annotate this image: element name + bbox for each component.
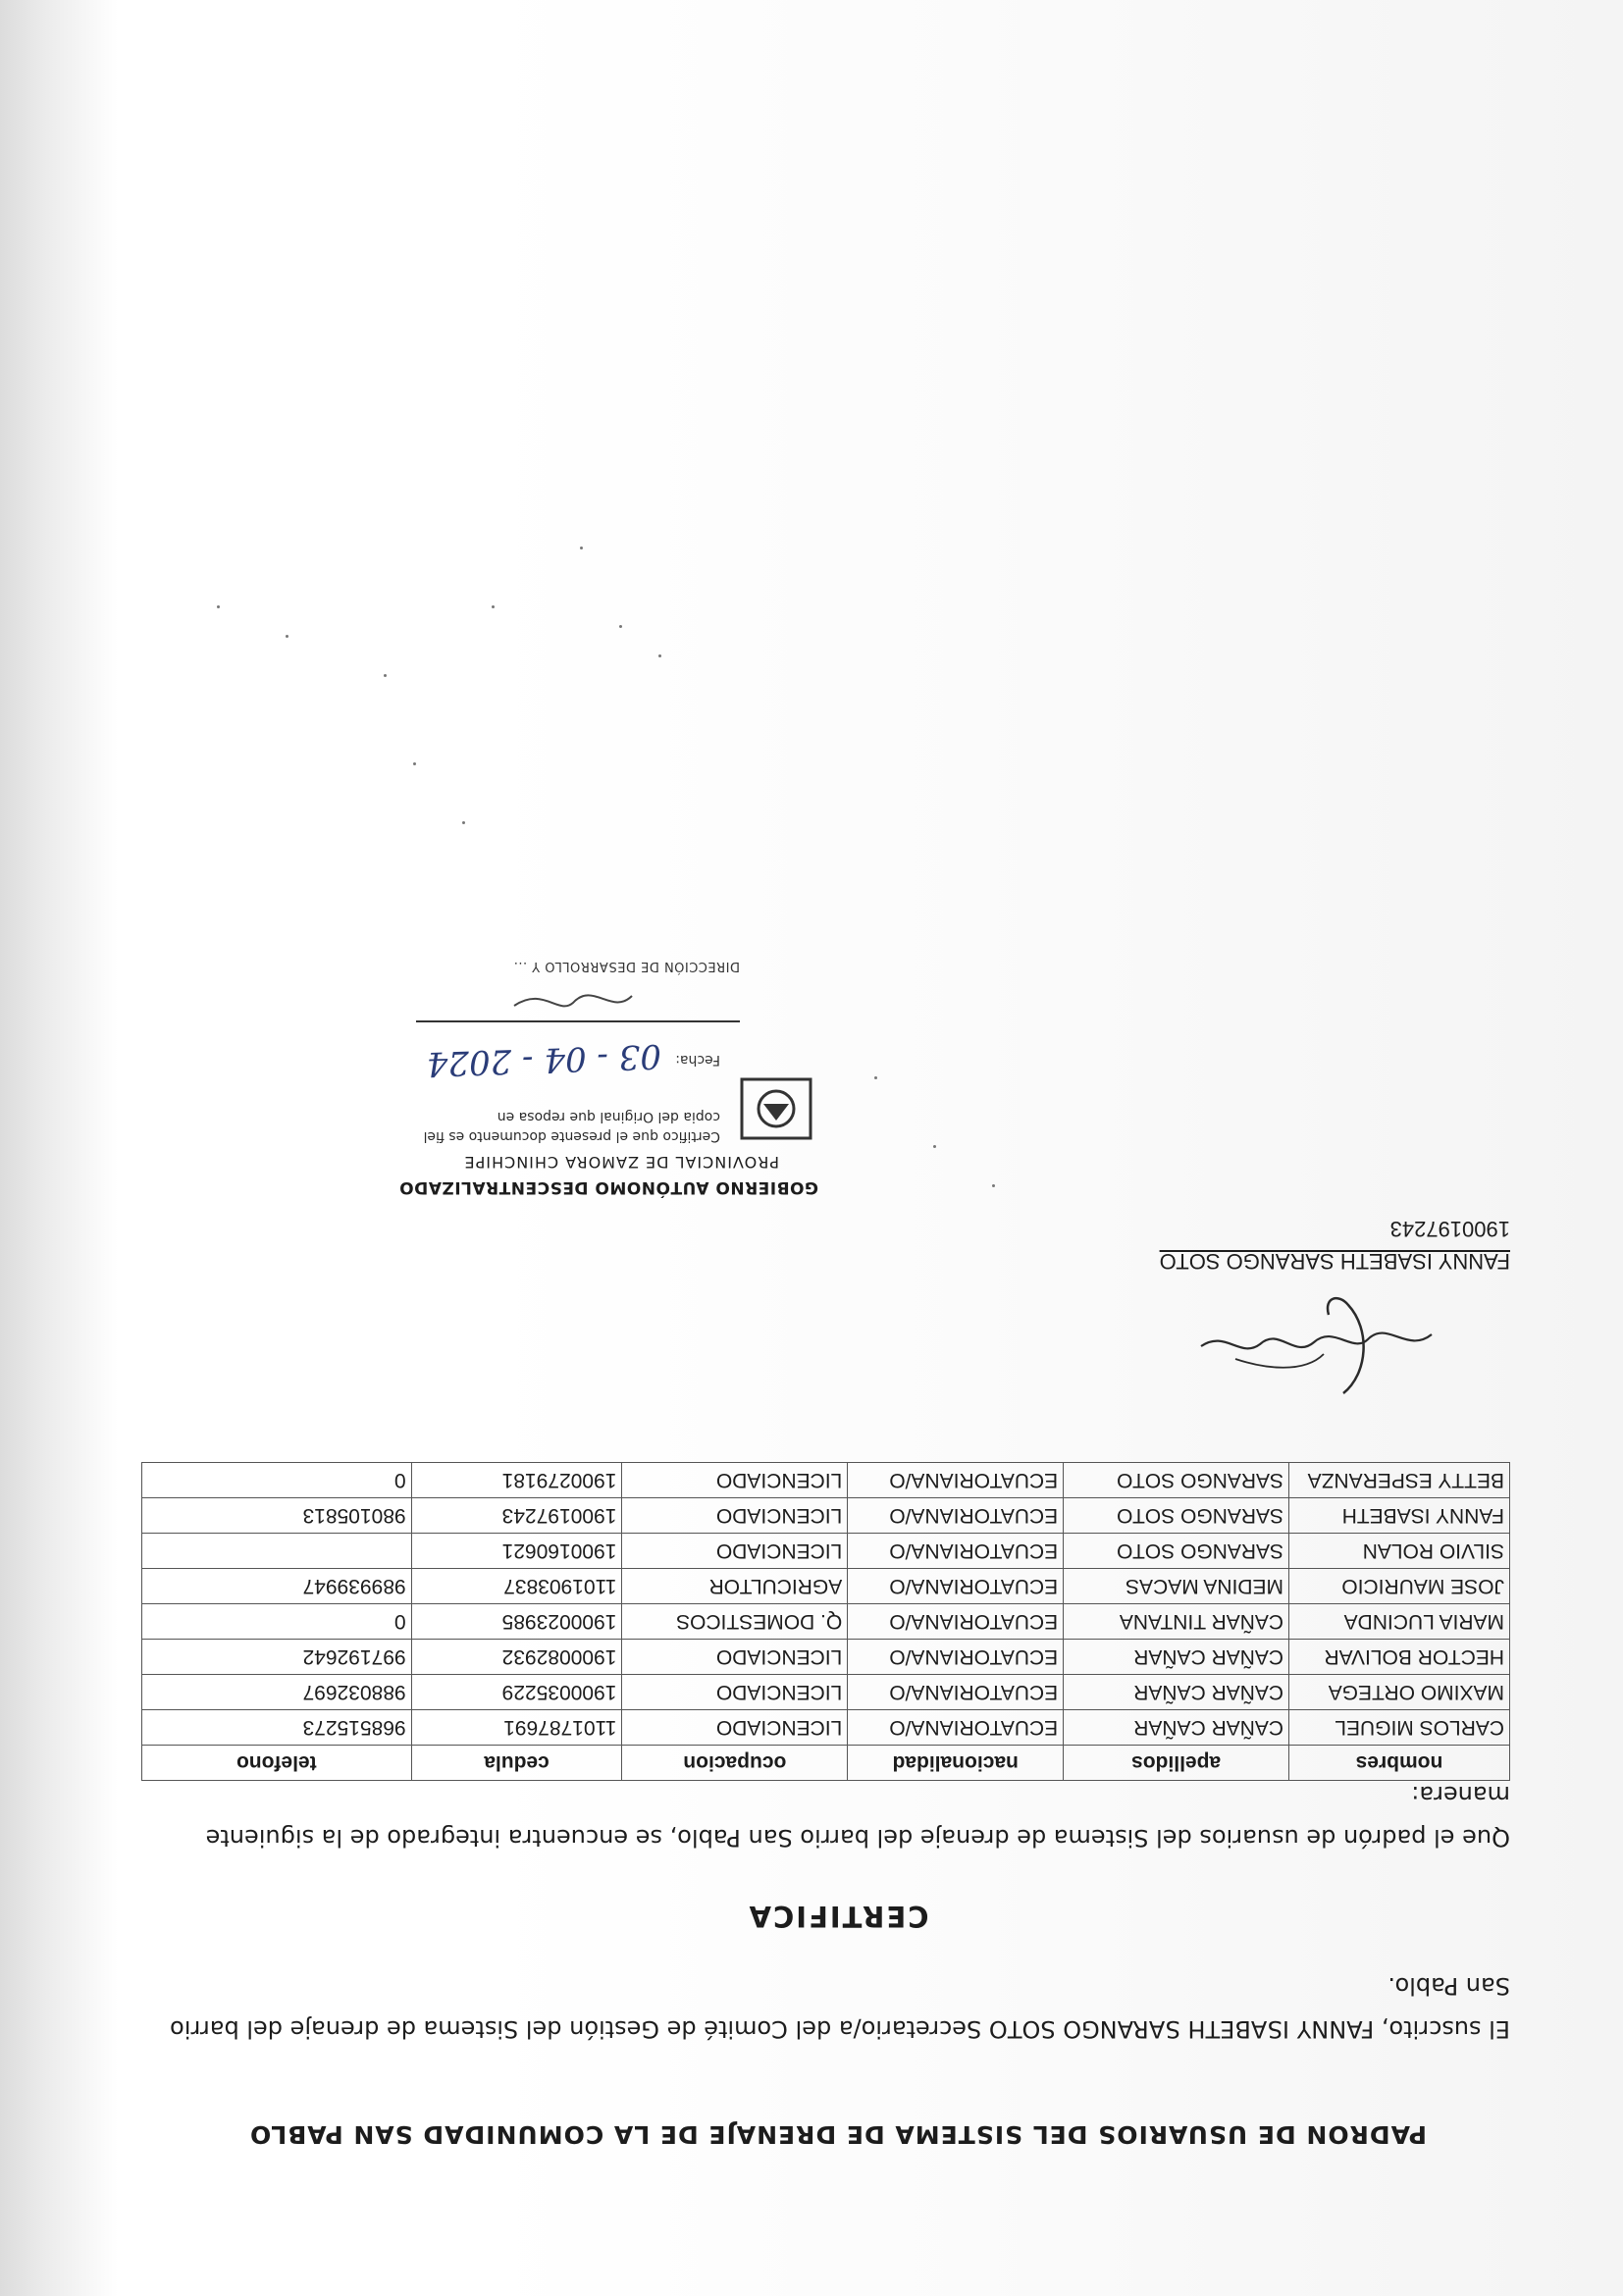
cell-apellidos: MEDINA MACAS <box>1064 1569 1289 1604</box>
cell-cedula: 1900023985 <box>411 1604 622 1640</box>
handwritten-signature <box>1167 1285 1461 1413</box>
cell-telefono: 989939947 <box>142 1569 412 1604</box>
cell-ocupacion: LICENCIADO <box>622 1675 848 1710</box>
scan-speck <box>217 605 220 608</box>
cell-telefono: 980105813 <box>142 1498 412 1534</box>
certifica-heading: CERTIFICA <box>747 1900 929 1933</box>
cell-nacionalidad: ECUATORIANA/O <box>848 1569 1064 1604</box>
scan-speck <box>874 1076 877 1079</box>
stamp-signature <box>416 976 740 1020</box>
stamp-date-label: Fecha: <box>675 1052 720 1068</box>
scan-shadow <box>0 0 118 2296</box>
stamp-organization: GOBIERNO AUTÓNOMO DESCENTRALIZADO <box>398 1177 818 1197</box>
cell-telefono <box>142 1534 412 1569</box>
cell-ocupacion: LICENCIADO <box>622 1534 848 1569</box>
cell-nacionalidad: ECUATORIANA/O <box>848 1534 1064 1569</box>
document-title: PADRON DE USUARIOS DEL SISTEMA DE DRENAJE DE LA COMUNIDAD SAN PABLO <box>248 2120 1428 2149</box>
stamp-date: 03 - 04 - 2024 <box>426 1035 662 1084</box>
table-row <box>142 1498 1510 1534</box>
header-cedula: cedula <box>411 1746 622 1781</box>
cell-ocupacion: LICENCIADO <box>622 1640 848 1675</box>
table-row <box>142 1604 1510 1640</box>
cell-telefono: 0 <box>142 1604 412 1640</box>
cell-nombres: HECTOR BOLIVAR <box>1289 1640 1510 1675</box>
scan-speck <box>658 654 661 657</box>
cell-cedula: 1101903837 <box>411 1569 622 1604</box>
cell-ocupacion: Q. DOMESTICOS <box>622 1604 848 1640</box>
signer-name: FANNY ISABETH SARANGO SOTO <box>1159 1249 1510 1274</box>
statement-paragraph: Que el padrón de usuarios del Sistema de drenaje del barrio San Pablo, se encuentra integrado de la siguiente manera: <box>205 1781 1510 1852</box>
cell-nombres: CARLOS MIGUEL <box>1289 1710 1510 1746</box>
cell-telefono: 968515273 <box>142 1710 412 1746</box>
scan-speck <box>286 635 288 638</box>
header-apellidos: apellidos <box>1064 1746 1289 1781</box>
stamp-signature-line <box>416 1020 740 1022</box>
scan-speck <box>580 547 583 549</box>
cell-cedula: 1900197243 <box>411 1498 622 1534</box>
stamp-province: PROVINCIAL DE ZAMORA CHINCHIPE <box>463 1153 779 1172</box>
scan-speck <box>462 821 465 824</box>
signer-id: 1900197243 <box>1389 1217 1510 1241</box>
cell-nombres: FANNY ISABETH <box>1289 1498 1510 1534</box>
stamp-emblem-icon <box>730 1070 818 1148</box>
users-table <box>141 1462 1510 1781</box>
table-row <box>142 1675 1510 1710</box>
cell-apellidos: CAÑAR CAÑAR <box>1064 1710 1289 1746</box>
certification-stamp <box>249 942 818 1197</box>
cell-apellidos: SARANGO SOTO <box>1064 1534 1289 1569</box>
cell-apellidos: CAÑAR CAÑAR <box>1064 1675 1289 1710</box>
cell-apellidos: SARANGO SOTO <box>1064 1498 1289 1534</box>
cell-ocupacion: AGRICULTOR <box>622 1569 848 1604</box>
cell-cedula: 1900279181 <box>411 1463 622 1498</box>
cell-nacionalidad: ECUATORIANA/O <box>848 1710 1064 1746</box>
table-header-row <box>142 1746 1510 1781</box>
cell-cedula: 1900082932 <box>411 1640 622 1675</box>
cell-nombres: MAXIMO ORTEGA <box>1289 1675 1510 1710</box>
scan-speck <box>492 605 495 608</box>
cell-ocupacion: LICENCIADO <box>622 1498 848 1534</box>
table-row <box>142 1710 1510 1746</box>
stamp-certification-text: Certifico que el presente documento es fiel copia del Original que reposa en <box>423 1109 720 1144</box>
cell-nacionalidad: ECUATORIANA/O <box>848 1463 1064 1498</box>
scan-speck <box>384 674 387 677</box>
cell-apellidos: SARANGO SOTO <box>1064 1463 1289 1498</box>
cell-nacionalidad: ECUATORIANA/O <box>848 1604 1064 1640</box>
cell-telefono: 988032697 <box>142 1675 412 1710</box>
cell-cedula: 1101787691 <box>411 1710 622 1746</box>
cell-cedula: 1900035229 <box>411 1675 622 1710</box>
cell-nacionalidad: ECUATORIANA/O <box>848 1640 1064 1675</box>
cell-cedula: 1900160621 <box>411 1534 622 1569</box>
table-row <box>142 1569 1510 1604</box>
cell-nombres: BETTY ESPERANZA <box>1289 1463 1510 1498</box>
cell-telefono: 0 <box>142 1463 412 1498</box>
cell-nacionalidad: ECUATORIANA/O <box>848 1675 1064 1710</box>
cell-ocupacion: LICENCIADO <box>622 1463 848 1498</box>
table-row <box>142 1534 1510 1569</box>
cell-ocupacion: LICENCIADO <box>622 1710 848 1746</box>
cell-nombres: JOSE MAURICIO <box>1289 1569 1510 1604</box>
header-nacionalidad: nacionalidad <box>848 1746 1064 1781</box>
stamp-footer: DIRECCIÓN DE DESARROLLO Y ... <box>513 959 740 973</box>
cell-apellidos: CAÑAR CAÑAR <box>1064 1640 1289 1675</box>
scan-speck <box>619 625 622 628</box>
intro-paragraph: El suscrito, FANNY ISABETH SARANGO SOTO Secretario/a del Comité de Gestión del Sistema de drenaje del barrio San Pablo. <box>170 1972 1510 2043</box>
scan-speck <box>413 762 416 765</box>
table-row <box>142 1463 1510 1498</box>
cell-nacionalidad: ECUATORIANA/O <box>848 1498 1064 1534</box>
header-telefono: telefono <box>142 1746 412 1781</box>
cell-nombres: SILVIO ROLAN <box>1289 1534 1510 1569</box>
cell-apellidos: CAÑAR TINTANA <box>1064 1604 1289 1640</box>
scan-speck <box>933 1145 936 1148</box>
table-row <box>142 1640 1510 1675</box>
scan-speck <box>992 1184 995 1187</box>
header-ocupacion: ocupacion <box>622 1746 848 1781</box>
cell-nombres: MARIA LUCINDA <box>1289 1604 1510 1640</box>
header-nombres: nombres <box>1289 1746 1510 1781</box>
cell-telefono: 997192642 <box>142 1640 412 1675</box>
